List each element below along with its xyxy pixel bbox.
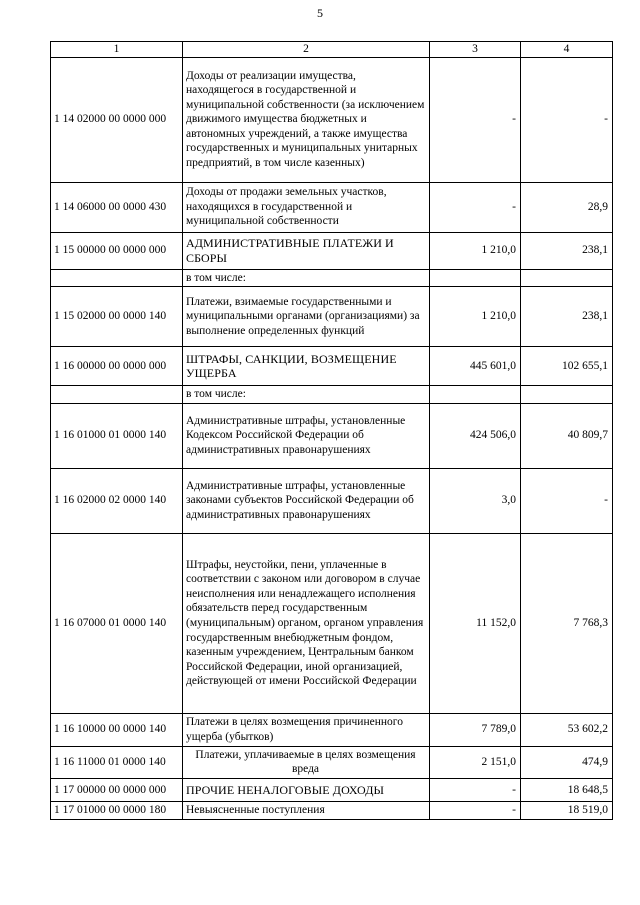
page-number: 5 [317, 6, 323, 20]
row-value-col3: - [430, 57, 521, 182]
row-name: Платежи, взимаемые государственными и муниципальными органами (организациями) за выполнение определенных функций [183, 287, 430, 347]
row-value-col3: 1 210,0 [430, 232, 521, 269]
row-value-col4: 7 768,3 [521, 533, 613, 713]
table-row [51, 778, 613, 801]
row-value-col3: 1 210,0 [430, 287, 521, 347]
row-value-col4: - [521, 57, 613, 182]
column-header-3: 3 [430, 42, 521, 58]
table-row [51, 347, 613, 386]
table-row [51, 232, 613, 269]
row-code: 1 17 01000 00 0000 180 [51, 801, 183, 819]
table-row [51, 287, 613, 347]
row-value-col3 [430, 386, 521, 404]
row-name: Платежи в целях возмещения причиненного ущерба (убытков) [183, 713, 430, 746]
row-name: в том числе: [183, 269, 430, 287]
row-value-col3: 445 601,0 [430, 347, 521, 386]
column-header-4: 4 [521, 42, 613, 58]
table-row [51, 57, 613, 182]
table-row [51, 386, 613, 404]
table-row [51, 182, 613, 232]
table-row [51, 468, 613, 533]
row-value-col4 [521, 386, 613, 404]
row-value-col3: - [430, 182, 521, 232]
row-value-col4: 102 655,1 [521, 347, 613, 386]
column-header-1: 1 [51, 42, 183, 58]
row-code: 1 16 01000 01 0000 140 [51, 403, 183, 468]
table-row [51, 713, 613, 746]
row-name: ШТРАФЫ, САНКЦИИ, ВОЗМЕЩЕНИЕ УЩЕРБА [183, 347, 430, 386]
row-value-col4 [521, 269, 613, 287]
row-code: 1 15 02000 00 0000 140 [51, 287, 183, 347]
table-row [51, 746, 613, 778]
row-value-col3: 424 506,0 [430, 403, 521, 468]
row-code [51, 269, 183, 287]
table-row [51, 403, 613, 468]
row-name: Административные штрафы, установленные Кодексом Российской Федерации об административных правонарушениях [183, 403, 430, 468]
row-value-col4: - [521, 468, 613, 533]
row-value-col4: 238,1 [521, 287, 613, 347]
column-header-2: 2 [183, 42, 430, 58]
row-code: 1 16 11000 01 0000 140 [51, 746, 183, 778]
row-name: Штрафы, неустойки, пени, уплаченные в соответствии с законом или договором в случае неисполнения или ненадлежащего исполнения обязательств перед государственным (муниципальным) органом, органом управления государственным внебюджетным фондом, казенным учреждением, Центральным банком Российской Федерации, иной организацией, действующей от имени Российской Федерации [183, 533, 430, 713]
table-row [51, 801, 613, 819]
row-code [51, 386, 183, 404]
row-value-col4: 28,9 [521, 182, 613, 232]
row-value-col3: - [430, 801, 521, 819]
row-value-col4: 40 809,7 [521, 403, 613, 468]
row-name: Административные штрафы, установленные законами субъектов Российской Федерации об административных правонарушениях [183, 468, 430, 533]
revenue-table [50, 41, 613, 820]
row-value-col3: 3,0 [430, 468, 521, 533]
row-value-col4: 53 602,2 [521, 713, 613, 746]
row-code: 1 16 02000 02 0000 140 [51, 468, 183, 533]
row-value-col4: 18 648,5 [521, 778, 613, 801]
table-row [51, 269, 613, 287]
row-value-col3: 2 151,0 [430, 746, 521, 778]
row-value-col3 [430, 269, 521, 287]
row-value-col4: 18 519,0 [521, 801, 613, 819]
row-name: ПРОЧИЕ НЕНАЛОГОВЫЕ ДОХОДЫ [183, 778, 430, 801]
row-code: 1 16 10000 00 0000 140 [51, 713, 183, 746]
row-name: АДМИНИСТРАТИВНЫЕ ПЛАТЕЖИ И СБОРЫ [183, 232, 430, 269]
row-code: 1 16 07000 01 0000 140 [51, 533, 183, 713]
row-code: 1 14 02000 00 0000 000 [51, 57, 183, 182]
row-name: Доходы от реализации имущества, находящегося в государственной и муниципальной собственности (за исключением движимого имущества бюджетных и автономных учреждений, а также имущества государственных и муниципальных унитарных предприятий, в том числе казенных) [183, 57, 430, 182]
row-value-col4: 474,9 [521, 746, 613, 778]
row-name: Платежи, уплачиваемые в целях возмещения вреда [183, 746, 430, 778]
row-code: 1 15 00000 00 0000 000 [51, 232, 183, 269]
row-name: в том числе: [183, 386, 430, 404]
row-value-col3: - [430, 778, 521, 801]
row-code: 1 14 06000 00 0000 430 [51, 182, 183, 232]
row-name: Невыясненные поступления [183, 801, 430, 819]
row-code: 1 16 00000 00 0000 000 [51, 347, 183, 386]
row-value-col3: 11 152,0 [430, 533, 521, 713]
row-value-col4: 238,1 [521, 232, 613, 269]
table-header-row [51, 42, 613, 58]
row-code: 1 17 00000 00 0000 000 [51, 778, 183, 801]
row-value-col3: 7 789,0 [430, 713, 521, 746]
table-row [51, 533, 613, 713]
row-name: Доходы от продажи земельных участков, находящихся в государственной и муниципальной собственности [183, 182, 430, 232]
